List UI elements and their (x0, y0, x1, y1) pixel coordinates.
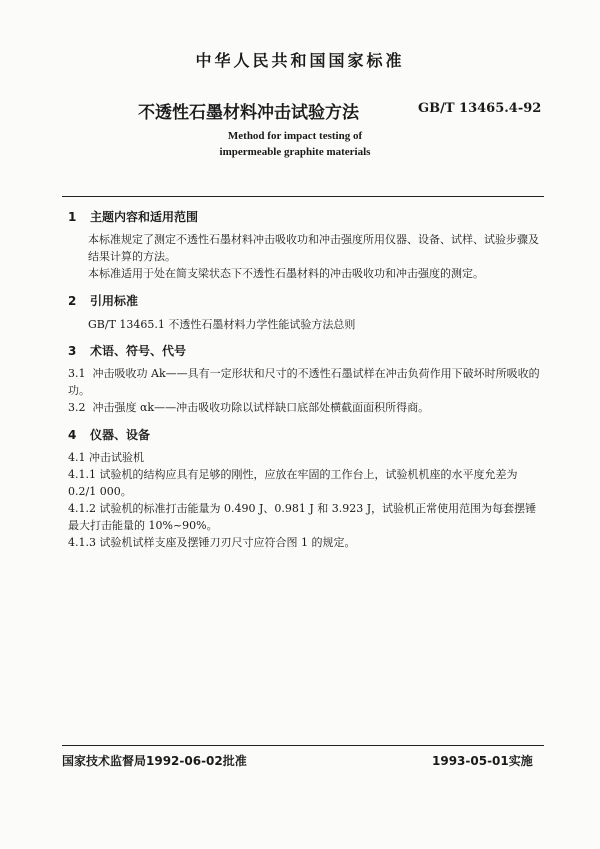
section-title: 仪器、设备 (90, 428, 151, 442)
term-3-1 (68, 365, 546, 399)
section-2-heading (68, 292, 138, 309)
section-1-paragraph-1: 本标准规定了测定不透性石墨材料冲击吸收功和冲击强度所用仪器、设备、试样、试验步骤及结果计算的方法。 (88, 233, 539, 263)
title-divider (62, 196, 544, 197)
english-title-line1: Method for impact testing of (227, 130, 363, 142)
section-1-heading (68, 208, 198, 225)
footer-divider (62, 745, 544, 746)
clause-text: 冲击吸收功 Ak——具有一定形状和尺寸的不透性石墨试样在冲击负荷作用下破坏时所吸收的功。 (68, 367, 540, 397)
referenced-standard: GB/T 13465.1 不透性石墨材料力学性能试验方法总则 (88, 318, 356, 331)
section-4-heading (68, 426, 150, 443)
clause-number: 3.1 (68, 367, 86, 380)
clause-4-1-3: 4.1.3 试验机试样支座及摆锤刀刃尺寸应符合图 1 的规定。 (68, 536, 356, 549)
section-number: 1 (68, 210, 77, 224)
clause-text: 冲击强度 αk——冲击吸收功除以试样缺口底部处横截面面积所得商。 (92, 401, 430, 414)
document-title: 不透性石墨材料冲击试验方法 (138, 103, 359, 123)
clause-4-1-2: 4.1.2 试验机的标准打击能量为 0.490 J、0.981 J 和 3.923 J，试验机正常使用范围为每套摆锤最大打击能量的 10%~90%。 (68, 502, 537, 532)
term-3-2 (68, 399, 546, 416)
approval-date: 国家技术监督局1992-06-02批准 (62, 754, 247, 768)
section-title: 引用标准 (90, 294, 139, 308)
standard-header: 中华人民共和国国家标准 (195, 51, 405, 70)
section-number: 2 (68, 294, 77, 308)
implementation-date: 1993-05-01实施 (432, 754, 533, 768)
section-number: 4 (68, 428, 77, 442)
section-number: 3 (68, 344, 77, 358)
standard-code: GB/T 13465.4-92 (418, 101, 542, 116)
section-3-heading (68, 342, 186, 359)
clause-number: 3.2 (68, 401, 86, 414)
section-1-paragraph-2: 本标准适用于处在简支梁状态下不透性石墨材料的冲击吸收功和冲击强度的测定。 (88, 267, 484, 280)
section-title: 术语、符号、代号 (90, 344, 187, 358)
english-title-line2: impermeable graphite materials (219, 146, 371, 158)
clause-4-1-1: 4.1.1 试验机的结构应具有足够的刚性，应放在牢固的工作台上，试验机机座的水平度允差为 0.2/1 000。 (68, 468, 518, 498)
clause-4-1: 4.1 冲击试验机 (68, 451, 144, 464)
section-title: 主题内容和适用范围 (90, 210, 199, 224)
